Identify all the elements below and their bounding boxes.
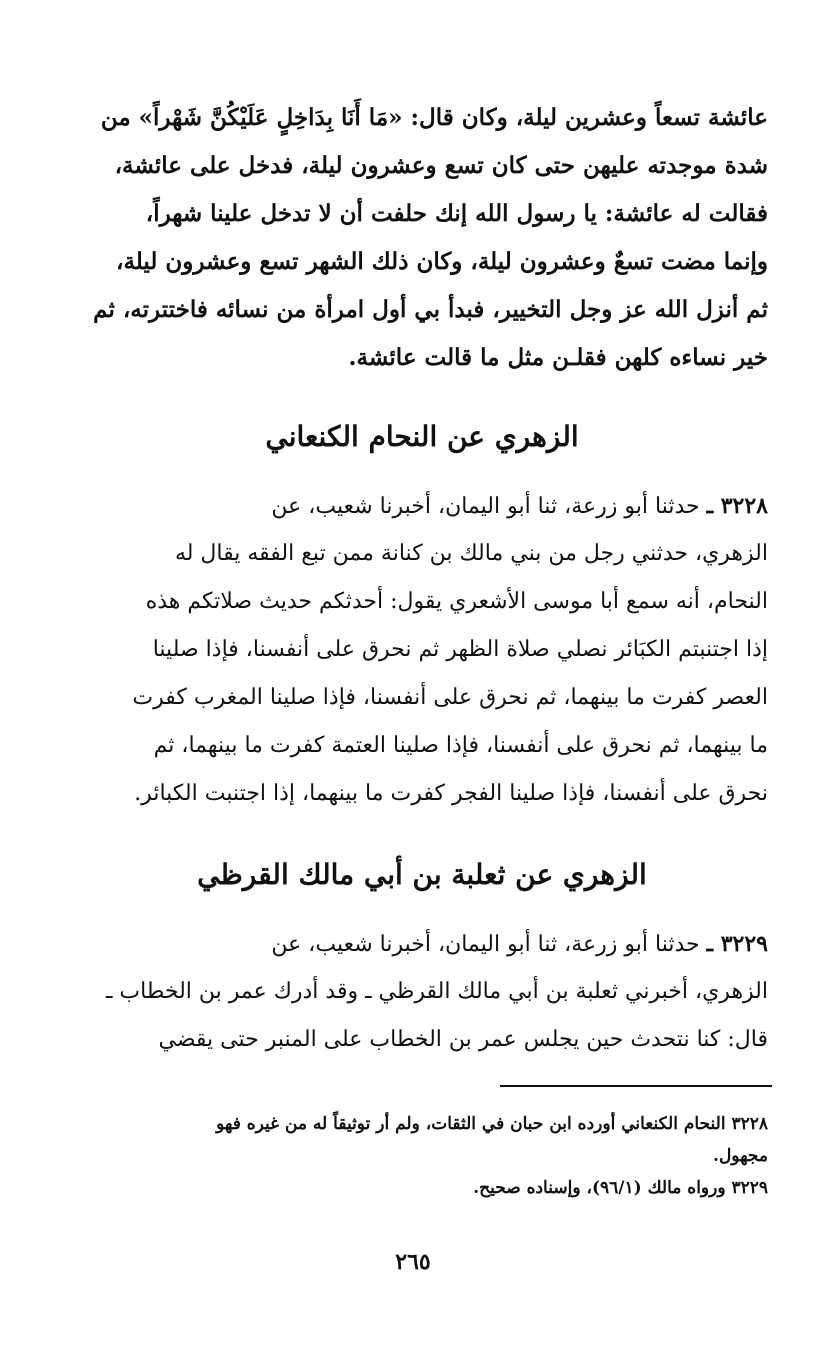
text-line: الزهري، أخبرني ثعلبة بن أبي مالك القرظي ـ وقد أدرك عمر بن الخطاب ـ: [105, 979, 768, 1004]
text-line: العصر كفرت ما بينهما، ثم نحرق على أنفسنا، فإذا صلينا المغرب كفرت: [132, 685, 768, 710]
text-line: ما بينهما، ثم نحرق على أنفسنا، فإذا صلينا العتمة كفرت ما بينهما، ثم: [153, 733, 768, 758]
footnote-line: مجهول.: [713, 1146, 768, 1166]
hadith-number: ٣٢٢٩ ـ: [706, 931, 768, 957]
text-line: [76, 482, 768, 530]
text-line: خير نساءه كلهن فقلـن مثل ما قالت عائشة.: [348, 344, 768, 371]
intro-paragraph: [76, 94, 768, 382]
text-line: [76, 920, 768, 968]
text-line: نحرق على أنفسنا، فإذا صلينا الفجر كفرت ما بينهما، إذا اجتنبت الكبائر.: [134, 781, 768, 806]
text-line-rest: حدثنا أبو زرعة، ثنا أبو اليمان، أخبرنا شعيب، عن: [271, 494, 700, 519]
page-number: ٢٦٥: [395, 1249, 431, 1275]
hadith-3229-paragraph: [76, 920, 768, 1064]
text-line: وإنما مضت تسعٌ وعشرون ليلة، وكان ذلك الشهر تسع وعشرون ليلة،: [116, 248, 768, 275]
text-line: شدة موجدته عليهن حتى كان تسع وعشرون ليلة، فدخل على عائشة،: [114, 152, 768, 179]
text-line: إذا اجتنبتم الكبَائر نصلي صلاة الظهر ثم نحرق على أنفسنا، فإذا صلينا: [152, 637, 768, 662]
text-line-rest: حدثنا أبو زرعة، ثنا أبو اليمان، أخبرنا شعيب، عن: [271, 932, 700, 957]
text-line: فقالت له عائشة: يا رسول الله إنك حلفت أن لا تدخل علينا شهراً،: [145, 200, 768, 227]
text-line: ثم أنزل الله عز وجل التخيير، فبدأ بي أول امرأة من نسائه فاختترته، ثم: [93, 296, 768, 323]
footnote-divider: [500, 1085, 772, 1087]
text-line: النحام، أنه سمع أبا موسى الأشعري يقول: أحدثكم حديث صلاتكم هذه: [145, 589, 768, 614]
section-heading-2: الزهري عن ثعلبة بن أبي مالك القرظي: [197, 858, 647, 891]
footnote-line: ٣٢٢٩ ورواه مالك (٩٦/١)، وإسناده صحيح.: [473, 1178, 768, 1198]
section-heading-1: الزهري عن النحام الكنعاني: [265, 420, 579, 453]
hadith-3228-paragraph: [76, 482, 768, 818]
hadith-number: ٣٢٢٨ ـ: [706, 493, 768, 519]
text-line: الزهري، حدثني رجل من بني مالك بن كنانة ممن تبع الفقه يقال له: [174, 541, 768, 566]
text-line: عائشة تسعاً وعشرين ليلة، وكان قال: «مَا أَنَا بِدَاخِلٍ عَلَيْكُنَّ شَهْراً» من: [100, 104, 768, 131]
footnote-line: ٣٢٢٨ النحام الكنعاني أورده ابن حبان في الثقات، ولم أر توثيقاً له من غيره فهو: [216, 1114, 768, 1134]
footnotes: [76, 1108, 768, 1204]
text-line: قال: كنا نتحدث حين يجلس عمر بن الخطاب على المنبر حتى يقضي: [158, 1027, 768, 1052]
